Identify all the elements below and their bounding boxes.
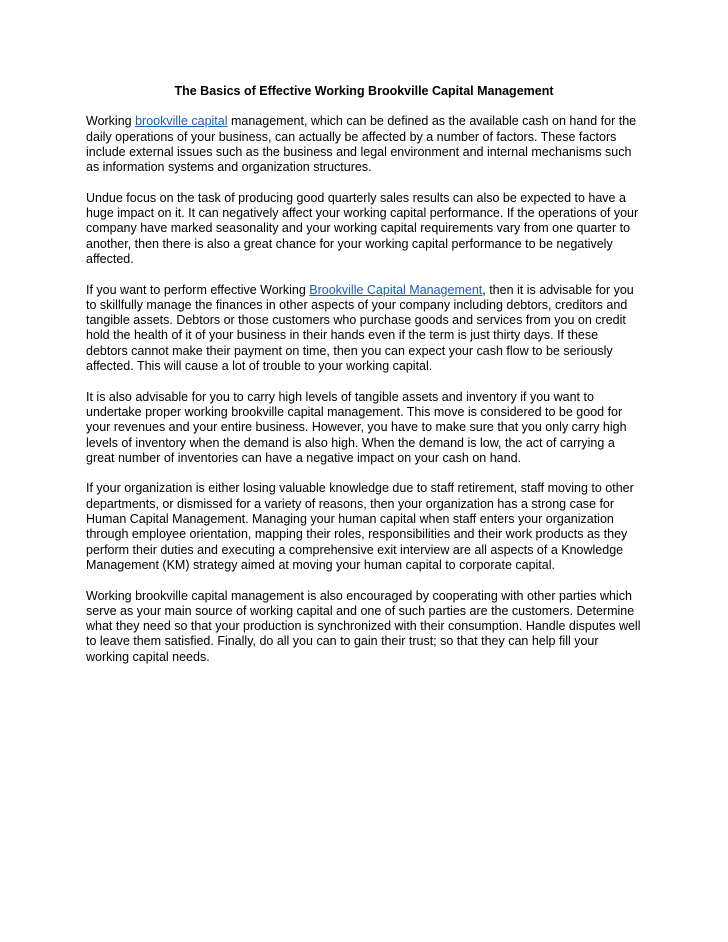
brookville-capital-link[interactable]: brookville capital	[135, 114, 228, 129]
paragraph-1-text-before: Working	[86, 114, 136, 129]
document-page	[86, 84, 642, 680]
paragraph-1	[86, 114, 642, 175]
paragraph-6: Working brookville capital management is also encouraged by cooperating with other parties which serve as your main source of working capital and one of such parties are the customers. Determine what they need so that your production is synchronized with their consumption. Handle disputes well to leave them satisfied. Finally, do all you can to gain their trust; so that they can help fill your working capital needs.	[86, 588, 641, 664]
paragraph-3-text-after: , then it is advisable for you to skillfully manage the finances in other aspects of your company including debtors, creditors and tangible assets. Debtors or those customers who purchase goods and services from you on credit hold the health of it of your business in their hands even if the term is just thirty days. If these debtors cannot make their payment on time, then you can expect your cash flow to be seriously affected. This will cause a lot of trouble to your working capital.	[86, 282, 634, 374]
paragraph-5: If your organization is either losing valuable knowledge due to staff retirement, staff moving to other departments, or dismissed for a variety of reasons, then your organization has a strong case for Human Capital Management. Managing your human capital when staff enters your organization through employee orientation, mapping their roles, responsibilities and their work products as they perform their duties and executing a comprehensive exit interview are all aspects of a Knowledge Management (KM) strategy aimed at moving your human capital to corporate capital.	[86, 481, 634, 572]
paragraph-1-text-after: management, which can be defined as the available cash on hand for the daily operations of your business, can actually be affected by a number of factors. These factors include external issues such as the business and legal environment and internal mechanisms such as information systems and organization structures.	[86, 114, 637, 175]
document-title: The Basics of Effective Working Brookville Capital Management	[174, 84, 554, 98]
brookville-capital-management-link[interactable]: Brookville Capital Management	[309, 282, 483, 297]
paragraph-2: Undue focus on the task of producing good quarterly sales results can also be expected to have a huge impact on it. It can negatively affect your working capital performance. If the operations of your company have marked seasonality and your working capital requirements vary from one quarter to another, then there is also a great chance for your working capital performance to be negatively affected.	[86, 190, 639, 266]
paragraph-4: It is also advisable for you to carry high levels of tangible assets and inventory if you want to undertake proper working brookville capital management. This move is considered to be good for your revenues and your entire business. However, you have to make sure that you only carry high levels of inventory when the demand is also high. When the demand is low, the act of carrying a great number of inventories can have a negative impact on your cash on hand.	[86, 389, 627, 465]
paragraph-3-text-before: If you want to perform effective Working	[86, 282, 310, 297]
paragraph-3	[86, 283, 642, 375]
